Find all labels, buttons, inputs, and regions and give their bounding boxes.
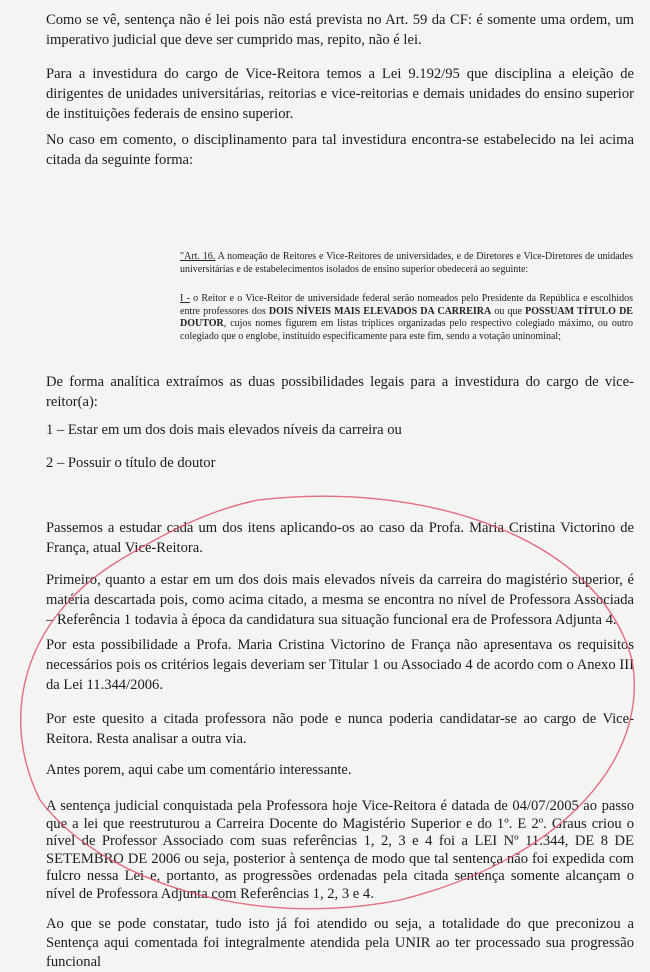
inciso-bold-niveis: DOIS NÍVEIS MAIS ELEVADOS DA CARREIRA [268, 305, 492, 317]
article-label: "Art. 16. [180, 251, 216, 262]
inciso-text-b: ou que [491, 305, 526, 317]
paragraph-antes-porem: Antes porem, aqui cabe um comentário interessante. [46, 762, 352, 778]
article-text: A nomeação de Reitores e Vice-Reitores de universidades, e de Diretores e Vice-Diretores de unidades universitárias e de estabelecimentos isolados de ensino superior obedecerá ao seguinte: [180, 251, 633, 275]
paragraph-primeiro: Primeiro, quanto a estar em um dos dois mais elevados níveis da carreira do magistério superior, é matéria descartada pois, como acima citado, a mesma se encontra no nível de Professora Associada – Referência 1 todavia à época da candidatura sua situação funcional era de Professora Adjunta 4. [46, 572, 634, 628]
paragraph-caso-comento: No caso em comento, o disciplinamento para tal investidura encontra-se estabelecido na lei acima citada da seguinte forma: [46, 132, 634, 168]
paragraph-passemos: Passemos a estudar cada um dos itens aplicando-os ao caso da Profa. Maria Cristina Victorino de França, atual Vice-Reitora. [46, 520, 634, 556]
inciso-text-a: o Reitor e o Vice-Reitor de universidade federal serão nomeados pelo Presidente da República e escolhidos entre professores dos [180, 293, 633, 317]
paragraph-ao-que-se-pode: Ao que se pode constatar, tudo isto já foi atendido ou seja, a totalidade do que preconizou a Sentença aqui comentada foi integralmente atendida pela UNIR ao ter processado sua progressão funcional [46, 916, 634, 970]
paragraph-por-este-quesito: Por este quesito a citada professora não pode e nunca poderia candidatar-se ao cargo de Vice-Reitora. Resta analisar a outra via. [46, 711, 634, 747]
paragraph-sentenca: Como se vê, sentença não é lei pois não está prevista no Art. 59 da CF: é somente uma ordem, um imperativo judicial que deve ser cumprido mas, repito, não é lei. [46, 12, 634, 48]
list-item-1: 1 – Estar em um dos dois mais elevados níveis da carreira ou [46, 422, 402, 438]
list-item-2: 2 – Possuir o título de doutor [46, 455, 216, 471]
law-quote-article-16 [180, 251, 633, 276]
inciso-bold-titulo: POSSUAM TÍTULO DE DOUTOR [180, 305, 633, 329]
law-quote-inciso-1 [180, 293, 633, 343]
inciso-label: I - [180, 293, 190, 304]
paragraph-sentenca-judicial: A sentença judicial conquistada pela Professora hoje Vice-Reitora é datada de 04/07/2005 ao passo que a lei que reestruturou a Carreira Docente do Magistério Superior e do 1º. E 2º. Graus criou o nível de Professor Associado com suas referências 1, 2, 3 e 4 foi a LEI Nº 11.344, DE 8 DE SETEMBRO DE 2006 ou seja, posterior à sentença de modo que tal sentença não foi expedida com fulcro nessa Lei e, portanto, as progressões ordenadas pela citada sentença somente alcançam o nível de Professora Adjunta com Referências 1, 2, 3 e 4. [46, 798, 634, 902]
paragraph-por-esta-possibilidade: Por esta possibilidade a Profa. Maria Cristina Victorino de França não apresentava os requisitos necessários pois os critérios legais deveriam ser Titular 1 ou Associado 4 de acordo com o Anexo III da Lei 11.344/2006. [46, 637, 634, 693]
paragraph-investidura: Para a investidura do cargo de Vice-Reitora temos a Lei 9.192/95 que disciplina a eleição de dirigentes de unidades universitárias, reitorias e vice-reitorias e demais unidades do ensino superior de instituições federais de ensino superior. [46, 66, 634, 122]
paragraph-forma-analitica: De forma analítica extraímos as duas possibilidades legais para a investidura do cargo de vice-reitor(a): [46, 374, 634, 410]
inciso-text-c: , cujos nomes figurem em listas tríplices organizadas pelo respectivo colegiado máximo, ou outro colegiado que o englobe, instituído especificamente para este fim, sendo a votação uninominal; [180, 318, 633, 342]
